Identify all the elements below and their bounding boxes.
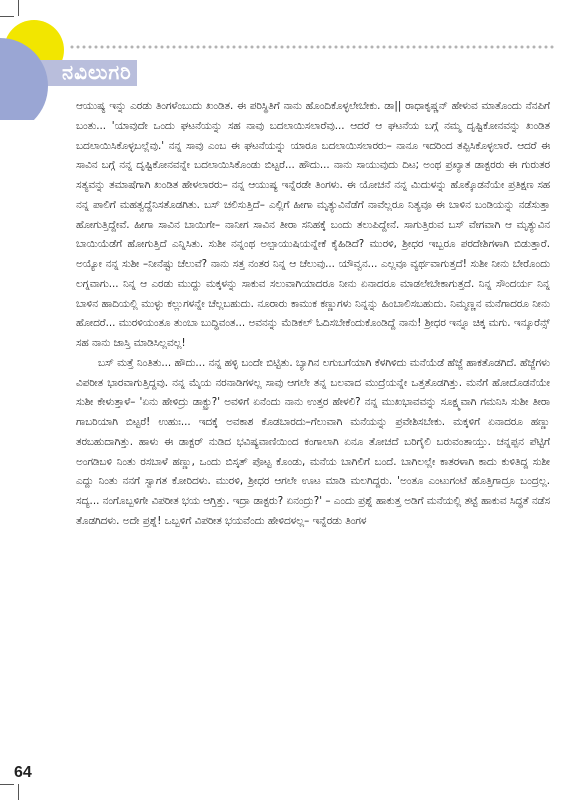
header-dot [467, 46, 470, 49]
header-dot [509, 46, 512, 49]
header-dot [455, 46, 458, 49]
header-dot [485, 46, 488, 49]
header-dot [395, 46, 398, 49]
header-dot [365, 46, 368, 49]
header-dot [185, 46, 188, 49]
header-dot [389, 46, 392, 49]
header-dot [275, 46, 278, 49]
crop-mark [18, 0, 19, 16]
header-dot [209, 46, 212, 49]
header-dot [527, 46, 530, 49]
header-dot [323, 46, 326, 49]
header-dot [443, 46, 446, 49]
header-dot [239, 46, 242, 49]
header-dot [167, 46, 170, 49]
header-dot [491, 46, 494, 49]
header-dot [551, 46, 554, 49]
header-dot [311, 46, 314, 49]
paragraph: ಆಯುಷ್ಯ ಇನ್ನು ಎರಡು ತಿಂಗಳೆಂಬುದು ಖಂಡಿತ. ಈ ಪರಿಸ್ಥಿತಿಗೆ ನಾನು ಹೊಂದಿಕೊಳ್ಳಲೇಬೇಕು. ಡಾ|| ರಾಧಾಕೃಷ್ಣನ್ ಹೇಳುವ ಮಾತೊಂದು ನೆನಪಿಗೆ ಬಂತು... 'ಯಾವುದೇ ಒಂದು ಘಟನೆಯನ್ನು ಸಹ ನಾವು ಬದಲಾಯಿಸಲಾರೆವು... ಆದರೆ ಆ ಘಟನೆಯ ಬಗ್ಗೆ ನಮ್ಮ ದೃಷ್ಟಿಕೋನವನ್ನು ಖಂಡಿತ ಬದಲಾಯಿಸಿಕೊಳ್ಳಬಲ್ಲೆವು.' ನನ್ನ ಸಾವು ಎಂಬ ಈ ಘಟನೆಯನ್ನು ಯಾರೂ ಬದಲಾಯಿಸಲಾರರು– ನಾನೂ ಇದರಿಂದ ತಪ್ಪಿಸಿಕೊಳ್ಳಲಾರೆ. ಆದರೆ ಈ ಸಾವಿನ ಬಗ್ಗೆ ನನ್ನ ದೃಷ್ಟಿಕೋನವನ್ನೇ ಬದಲಾಯಿಸಿಕೊಂಡು ಬಿಟ್ಟರೆ... ಹೌದು... ನಾನು ಸಾಯುವುದು ದಿಟ; ಅಂಥ ಪ್ರಖ್ಯಾತ ಡಾಕ್ಟರರು ಈ ಗುರುತರ ಸತ್ಯವನ್ನು ತಮಾಷೆಗಾಗಿ ಖಂಡಿತ ಹೇಳಲಾರರು– ನನ್ನ ಆಯುಷ್ಯ ಇನ್ನೆರಡೇ ತಿಂಗಳು. ಈ ಯೋಚನೆ ನನ್ನ ಮಿದುಳನ್ನು ಹೊಕ್ಕೊಡನೆಯೇ ಪ್ರತಿಕ್ಷಣ ಸಹ ನನ್ನ ಪಾಲಿಗೆ ಮಹತ್ವದ್ದೆನಿಸತೊಡಗಿತು. ಬಸ್ ಚಲಿಸುತ್ತಿದೆ– ಎಲ್ಲಿಗೆ ಹೀಗಾ ಮೃತ್ಯುವಿನೆಡೆಗೆ ನಾವೆಲ್ಲರೂ ನಿತ್ಯವೂ ಈ ಬಾಳಿನ ಬಂಡಿಯನ್ನು ನಡೆಸುತ್ತಾ ಹೋಗುತ್ತಿದ್ದೇವೆ. ಹೀಗಾ ಸಾವಿನ ಬಾಯಿಗೇ– ನಾನೀಗ ಸಾವಿನ ತೀರಾ ಸನಿಹಕ್ಕೆ ಬಂದು ತಲುಪಿದ್ದೇನೆ. ಸಾಗುತ್ತಿರುವ ಬಸ್ ವೇಗವಾಗಿ ಆ ಮೃತ್ಯುವಿನ ಬಾಯಿಯೆಡೆಗೆ ಹೋಗುತ್ತಿದೆ ಎನ್ನಿಸಿತು. ಸುಶೀ ನನ್ನಂಥ ಅಲ್ಪಾಯುಷಿಯನ್ನೇಕೆ ಕೈಹಿಡಿದೆ? ಮುರಳಿ, ಶ್ರೀಧರ ಇಬ್ಬರೂ ಪರದೇಶಿಗಳಾಗಿ ಬಿಡುತ್ತಾರೆ. ಅಯ್ಯೋ ನನ್ನ ಸುಶೀ –ನೀನೆಷ್ಟು ಚೆಲುವೆ? ನಾನು ಸತ್ತ ನಂತರ ನಿನ್ನ ಆ ಚೆಲುವು... ಯೌವ್ವನ... ಎಲ್ಲವೂ ವ್ಯರ್ಥವಾಗುತ್ತದೆ! ಸುಶೀ ನೀನು ಬೇರೊಂದು ಲಗ್ನವಾಗು... ನಿನ್ನ ಆ ಎರಡು ಮುದ್ದು ಮಕ್ಕಳನ್ನು ಸಾಕುವ ಸಲುವಾಗಿಯಾದರೂ ನೀನು ಏನಾದರೂ ಮಾಡಲೇಬೇಕಾಗುತ್ತದೆ. ನಿನ್ನ ಸೌಂದರ್ಯ ನಿನ್ನ ಬಾಳಿನ ಹಾದಿಯಲ್ಲಿ ಮುಳ್ಳು ಕಲ್ಲುಗಳನ್ನೇ ಚೆಲ್ಲಬಹುದು. ನೂರಾರು ಕಾಮುಕ ಕಣ್ಣುಗಳು ನಿನ್ನನ್ನು ಹಿಂಬಾಲಿಸಬಹುದು. ನಿಮ್ಮಣ್ಣನ ಮನೆಗಾದರೂ ನೀನು ಹೋದರೆ... ಮುರಳಿಯಂತೂ ತುಂಬಾ ಬುದ್ಧಿವಂತ... ಅವನನ್ನು ಮೆಡಿಕಲ್ ಓದಿಸಬೇಕೆಂದುಕೊಂಡಿದ್ದೆ ನಾನು! ಶ್ರೀಧರ ಇನ್ನೂ ಚಿಕ್ಕ ಮಗು. ಇನ್ಶೂರೆನ್ಸ್ ಸಹ ನಾನು ಜಾಸ್ತಿ ಮಾಡಿಸಿಲ್ಲವಲ್ಲ! [76, 100, 550, 349]
header-dot [545, 46, 548, 49]
header-dot [113, 46, 116, 49]
header-dot [77, 46, 80, 49]
header-dot [383, 46, 386, 49]
header-dot [119, 46, 122, 49]
section-title: ನವಿಲುಗರಿ [62, 60, 132, 84]
header-dot [83, 46, 86, 49]
header-dot [257, 46, 260, 49]
header-dot [179, 46, 182, 49]
crop-mark [18, 784, 19, 800]
header-dot [71, 46, 74, 49]
header-dot [353, 46, 356, 49]
header-dot [281, 46, 284, 49]
header-dot [149, 46, 152, 49]
header-dot [95, 46, 98, 49]
header-dot [227, 46, 230, 49]
header-dot [89, 46, 92, 49]
header-dot [497, 46, 500, 49]
header-dot [521, 46, 524, 49]
header-dot [533, 46, 536, 49]
paragraph: ಬಸ್ ಮತ್ತೆ ನಿಂತಿತು... ಹೌದು... ನನ್ನ ಹಳ್ಳಿ ಬಂದೇ ಬಿಟ್ಟಿತು. ಬ್ಯಾಗಿನ ಲಗುಬಗೆಯಾಗಿ ಕೆಳಗಿಳಿದು ಮನೆಯೆಡೆ ಹೆಜ್ಜೆ ಹಾಕತೊಡಗಿದೆ. ಹೆಜ್ಜೆಗಳು ವಿಪರೀತ ಭಾರವಾಗುತ್ತಿದ್ದವು. ನನ್ನ ಮೈಯ ನರನಾಡಿಗಳಲ್ಲ ಸಾವು ಆಗಲೇ ತನ್ನ ಬಲವಾದ ಮುದ್ರೆಯನ್ನೇ ಒತ್ತತೊಡಗಿತ್ತು. ಮನೆಗೆ ಹೋದೊಡನೆಯೇ ಸುಶೀ ಕೇಳುತ್ತಾಳೆ– 'ಏನು ಹೇಳಿದ್ರು ಡಾಕ್ಟ್ರು?' ಅವಳಿಗೆ ಏನೆಂದು ನಾನು ಉತ್ತರ ಹೇಳಲಿ? ನನ್ನ ಮುಖಭಾವವನ್ನು ಸೂಕ್ಷ್ಮವಾಗಿ ಗಮನಿಸಿ ಸುಶೀ ತೀರಾ ಗಾಬರಿಯಾಗಿ ಬಿಟ್ಟರೆ! ಉಹುಃ... ಇದಕ್ಕೆ ಅವಕಾಶ ಕೊಡಬಾರದು–ಗೆಲುವಾಗಿ ಮನೆಯನ್ನು ಪ್ರವೇಶಿಸಬೇಕು. ಮಕ್ಕಳಿಗೆ ಏನಾದರೂ ಹಣ್ಣು ತರಬಹುದಾಗಿತ್ತು. ಹಾಳು ಈ ಡಾಕ್ಟರ್ ನುಡಿದ ಭವಿಷ್ಯವಾಣಿಯಿಂದ ಕಂಗಾಲಾಗಿ ಏನೂ ತೋಚದೆ ಬರಿಗೈಲಿ ಬರುವಂತಾಯ್ತು. ಚನ್ನಪ್ಪನ ಪೆಟ್ಟಿಗೆ ಅಂಗಡಿಬಳಿ ನಿಂತು ರಸಬಾಳೆ ಹಣ್ಣು, ಒಂದು ಬಿಸ್ಕತ್ ಪೊಟ್ಟ ಕೊಂಡು, ಮನೆಯ ಬಾಗಿಲಿಗೆ ಬಂದೆ. ಬಾಗಿಲಲ್ಲೇ ಕಾತರಳಾಗಿ ಕಾದು ಕುಳಿತಿದ್ದ ಸುಶೀ ಎದ್ದು ನಿಂತು ನನಗೆ ಸ್ವಾಗತ ಕೋರಿದಳು. ಮುರಳಿ, ಶ್ರೀಧರ ಆಗಲೇ ಊಟ ಮಾಡಿ ಮಲಗಿದ್ದರು. 'ಅಂತೂ ಎಂಟುಗಂಟೆ ಹೊತ್ತಿಗಾದ್ರೂ ಬಂದ್ರಲ್ಲ. ಸದ್ಯ... ನಂಗೊಬ್ಬಳಿಗೇ ವಿಪರೀತ ಭಯ ಆಗ್ತಿತ್ತು. ಇದ್ರಾ ಡಾಕ್ಟರು? ಏನಂದ್ರು?' – ಎಂದು ಪ್ರಶ್ನೆ ಹಾಕುತ್ತ ಅಡಿಗೆ ಮನೆಯಲ್ಲಿ ತಟ್ಟೆ ಹಾಕುವ ಸಿದ್ಧತೆ ನಡೆಸ ತೊಡಗಿದಳು. ಅದೇ ಪ್ರಶ್ನೆ! ಒಬ್ಬಳಿಗೆ ವಿಪರೀತ ಭಯವೆಂದು ಹೇಳಿದಳಲ್ಲ– ಇನ್ನೆರಡು ತಿಂಗಳ [76, 356, 550, 527]
header-dot [401, 46, 404, 49]
header-dot [251, 46, 254, 49]
header-dot [371, 46, 374, 49]
header-dot [143, 46, 146, 49]
header-dot [191, 46, 194, 49]
header-dot [263, 46, 266, 49]
header-dot [377, 46, 380, 49]
header-dot [161, 46, 164, 49]
header-dot [479, 46, 482, 49]
header-dot [539, 46, 542, 49]
header-dot [101, 46, 104, 49]
header-dot [461, 46, 464, 49]
header-dot [269, 46, 272, 49]
header-dot [503, 46, 506, 49]
header-dot [419, 46, 422, 49]
header-dot [173, 46, 176, 49]
header-dot [137, 46, 140, 49]
header-dot [359, 46, 362, 49]
dotted-rule [71, 46, 554, 49]
header-dot [299, 46, 302, 49]
page-number: 64 [14, 764, 32, 781]
header-dot [341, 46, 344, 49]
crop-mark [0, 16, 14, 17]
header-dot [473, 46, 476, 49]
header-dot [287, 46, 290, 49]
crop-mark [0, 784, 14, 785]
header-dot [515, 46, 518, 49]
header-dot [329, 46, 332, 49]
header-dot [449, 46, 452, 49]
header-dot [131, 46, 134, 49]
header-dot [125, 46, 128, 49]
article-body [76, 97, 550, 532]
header-dot [317, 46, 320, 49]
header-dot [347, 46, 350, 49]
header-dot [245, 46, 248, 49]
header-dot [305, 46, 308, 49]
header-dot [293, 46, 296, 49]
header-dot [197, 46, 200, 49]
header-dot [431, 46, 434, 49]
header-dot [335, 46, 338, 49]
header-dot [107, 46, 110, 49]
header-dot [233, 46, 236, 49]
header-dot [215, 46, 218, 49]
header-dot [203, 46, 206, 49]
header-dot [221, 46, 224, 49]
header-dot [425, 46, 428, 49]
header-dot [155, 46, 158, 49]
header-dot [437, 46, 440, 49]
header-dot [413, 46, 416, 49]
header-dot [407, 46, 410, 49]
